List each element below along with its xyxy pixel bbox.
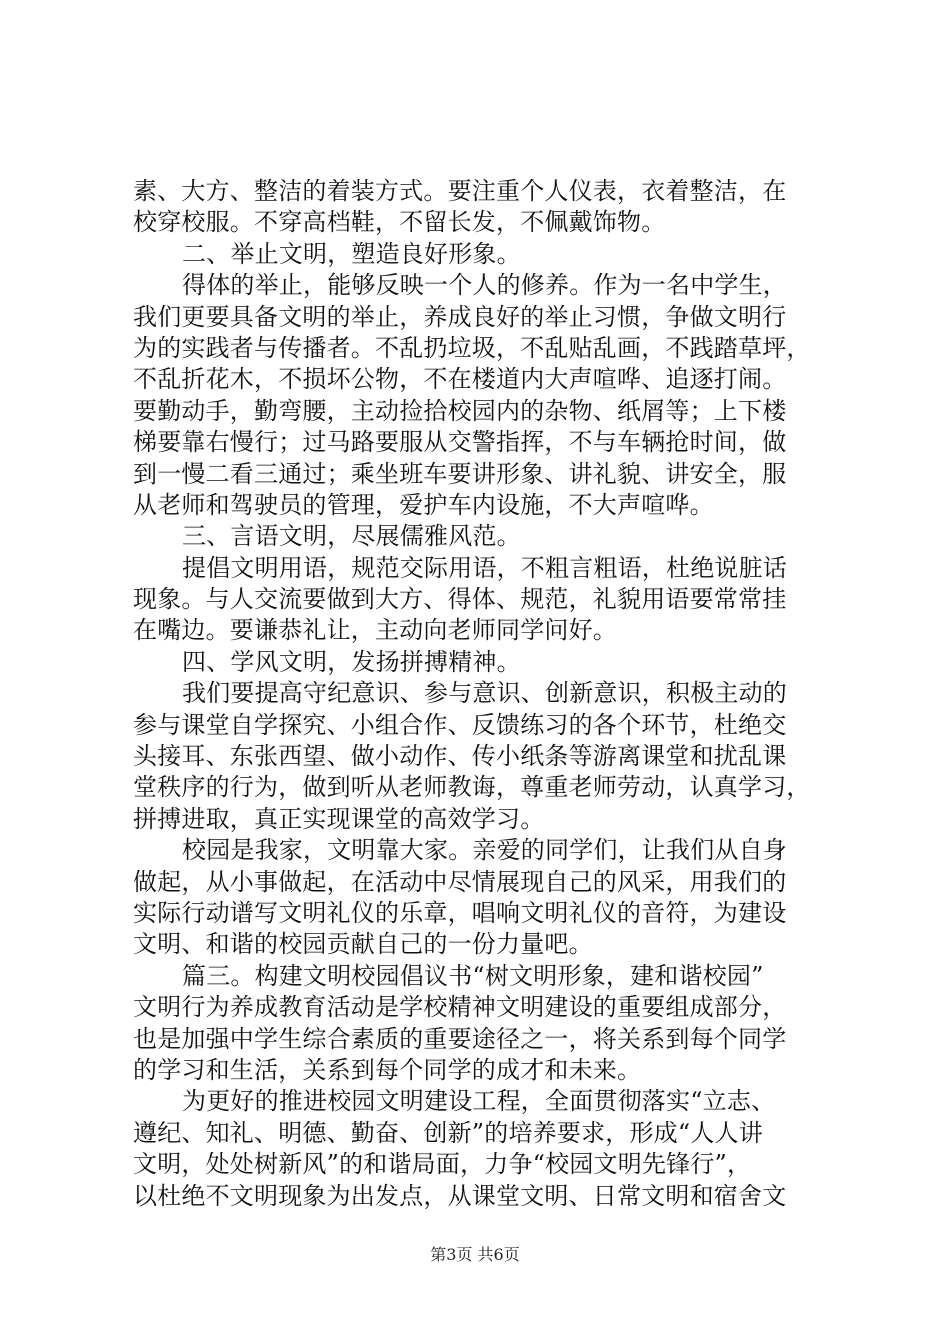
text-line: 为更好的推进校园文明建设工程，全面贯彻落实“立志、 bbox=[182, 1087, 776, 1116]
text-line: 遵纪、知礼、明德、勤奋、创新”的培养要求，形成“人人讲 bbox=[133, 1118, 763, 1147]
text-line: 素、大方、整洁的着装方式。要注重个人仪表，衣着整洁，在 bbox=[133, 177, 787, 205]
body-text bbox=[133, 176, 833, 1212]
text-line: 拼搏进取，真正实现课堂的高效学习。 bbox=[133, 804, 545, 833]
text-line: 二、举止文明，塑造良好形象。 bbox=[182, 239, 521, 268]
text-line: 文明、和谐的校园贡献自己的一份力量吧。 bbox=[133, 930, 593, 959]
text-line: 三、言语文明，尽展儒雅风范。 bbox=[182, 522, 521, 551]
text-line: 参与课堂自学探究、小组合作、反馈练习的各个环节，杜绝交 bbox=[133, 710, 787, 739]
text-line: 实际行动谱写文明礼仪的乐章，唱响文明礼仪的音符，为建设 bbox=[133, 898, 787, 927]
text-line: 也是加强中学生综合素质的重要途径之一，将关系到每个同学 bbox=[133, 1024, 787, 1053]
page-footer: 第3页 共6页 bbox=[430, 1245, 520, 1264]
text-line: 文明行为养成教育活动是学校精神文明建设的重要组成部分， bbox=[133, 993, 787, 1022]
text-line: 到一慢二看三通过；乘坐班车要讲形象、讲礼貌、讲安全，服 bbox=[133, 459, 787, 488]
text-line: 头接耳、东张西望、做小动作、传小纸条等游离课堂和扰乱课 bbox=[133, 742, 787, 771]
text-line: 以杜绝不文明现象为出发点，从课堂文明、日常文明和宿舍文 bbox=[133, 1181, 787, 1210]
text-line: 现象。与人交流要做到大方、得体、规范，礼貌用语要常常挂 bbox=[133, 585, 787, 614]
text-line: 校园是我家，文明靠大家。亲爱的同学们，让我们从自身 bbox=[182, 836, 787, 865]
text-line: 得体的举止，能够反映一个人的修养。作为一名中学生， bbox=[182, 271, 787, 300]
text-line: 校穿校服。不穿高档鞋，不留长发，不佩戴饰物。 bbox=[133, 208, 666, 237]
text-line: 要勤动手，勤弯腰，主动捡拾校园内的杂物、纸屑等；上下楼 bbox=[133, 396, 787, 425]
text-line: 梯要靠右慢行；过马路要服从交警指挥，不与车辆抢时间，做 bbox=[133, 428, 787, 457]
text-line: 文明，处处树新风”的和谐局面，力争“校园文明先锋行”， bbox=[133, 1150, 752, 1179]
text-line: 我们更要具备文明的举止，养成良好的举止习惯，争做文明行 bbox=[133, 302, 787, 331]
text-line: 篇三。构建文明校园倡议书“树文明形象，建和谐校园” bbox=[182, 961, 764, 990]
text-line: 的学习和生活，关系到每个同学的成才和未来。 bbox=[133, 1055, 642, 1084]
text-line: 为的实践者与传播者。不乱扔垃圾，不乱贴乱画，不践踏草坪， bbox=[133, 333, 811, 362]
text-line: 不乱折花木，不损坏公物，不在楼道内大声喧哗、追逐打闹。 bbox=[133, 365, 787, 394]
text-line: 堂秩序的行为，做到听从老师教诲，尊重老师劳动，认真学习， bbox=[133, 773, 811, 802]
text-line: 在嘴边。要谦恭礼让，主动向老师同学问好。 bbox=[133, 616, 617, 645]
text-line: 做起，从小事做起，在活动中尽情展现自己的风采，用我们的 bbox=[133, 867, 787, 896]
text-line: 从老师和驾驶员的管理，爱护车内设施，不大声喧哗。 bbox=[133, 490, 714, 519]
text-line: 四、学风文明，发扬拼搏精神。 bbox=[182, 647, 521, 676]
text-line: 我们要提高守纪意识、参与意识、创新意识，积极主动的 bbox=[182, 679, 787, 708]
text-line: 提倡文明用语，规范交际用语，不粗言粗语，杜绝说脏话 bbox=[182, 553, 787, 582]
